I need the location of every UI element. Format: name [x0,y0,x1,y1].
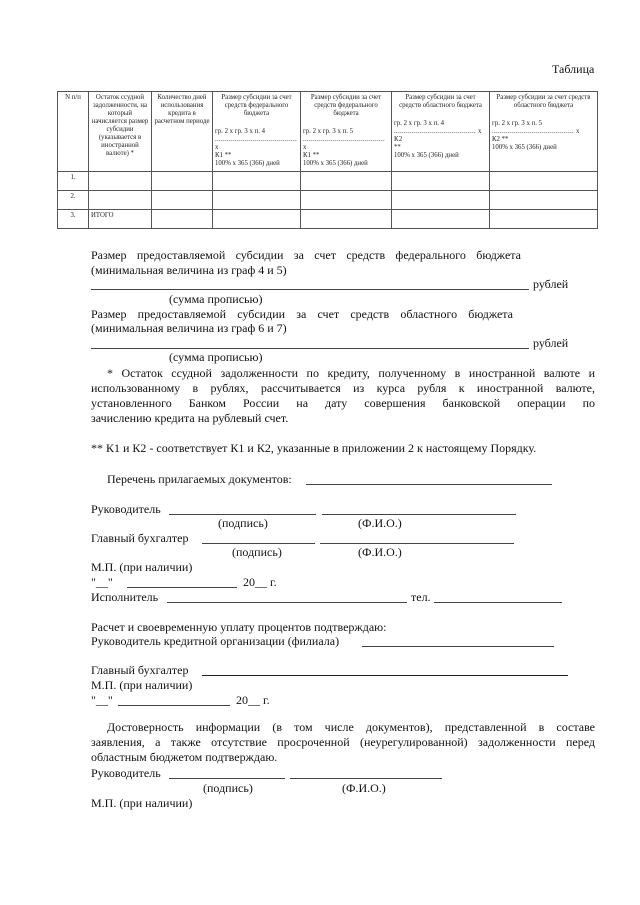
table-caption: Таблица [552,62,595,76]
table-header-row [58,92,598,172]
table-cell [490,172,598,191]
chief-accountant-label: Главный бухгалтер [91,663,189,677]
table-cell [490,210,598,229]
table-cell [392,172,490,191]
table-cell [152,172,213,191]
table-cell [213,191,301,210]
fed-amount-field[interactable] [91,277,529,290]
fed-subsidy-text: Размер предоставляемой субсидии за счет средств федерального бюджета [91,248,521,262]
phone-label: тел. [411,590,431,604]
footnote-1: * Остаток ссудной задолженности по кредиту, полученному в иностранной валюте и [107,366,595,380]
seal-note: М.П. (при наличии) [91,678,193,692]
table-cell [213,210,301,229]
fed-subsidy-note: (минимальная величина из граф 4 и 5) [91,263,287,277]
amount-in-words-hint: (сумма прописью) [169,350,263,364]
name-hint: (Ф.И.О.) [358,545,402,559]
date-year: 20__ г. [236,693,270,707]
amount-in-words-hint: (сумма прописью) [169,292,263,306]
signature-hint: (подпись) [218,516,268,530]
table-row [58,172,598,191]
docs-list-field[interactable] [306,472,552,485]
bank-chief-field[interactable] [202,663,568,676]
row-num: 1. [58,172,89,191]
footnote-1: зачислению кредита на рублевый счет. [91,411,289,425]
chief-signature-field[interactable] [202,531,315,544]
rubles-label: рублей [533,336,569,350]
docs-list-label: Перечень прилагаемых документов: [107,472,292,486]
reg-amount-field[interactable] [91,336,529,349]
reg-subsidy-text: Размер предоставляемой субсидии за счет средств областного бюджета [91,307,513,321]
date-month-field[interactable] [127,575,237,588]
header-balance: Остаток ссудной задолженности, на который начисляется размер субсидии (указывается в иностранной валюте) * [89,92,152,172]
footnote-1: установленного Банком России на дату совершения банковской операции по [91,396,595,410]
row-label [89,172,152,191]
footnote-2: ** К1 и К2 - соответствует К1 и К2, указанные в приложении 2 к настоящему Порядку. [91,441,537,455]
payment-confirmation: Расчет и своевременную уплату процентов подтверждаю: [91,620,387,634]
executor-label: Исполнитель [91,590,159,604]
header-fed-subsidy-2: Размер субсидии за счет средств федерального бюджета гр. 2 x гр. 3 x п. 5 ......................................... x К1 ** 100% x 365 (366) дней [301,92,392,172]
subsidy-table [57,91,598,229]
date-month-field[interactable] [118,693,230,706]
table-cell [301,210,392,229]
table-cell [213,172,301,191]
bank-head-label: Руководитель кредитной организации (филиала) [91,634,340,648]
table-cell [392,210,490,229]
row-num: 2. [58,191,89,210]
phone-field[interactable] [434,590,562,603]
reliability-statement: областным бюджетом подтверждаю. [91,750,278,764]
seal-note: М.П. (при наличии) [91,796,193,810]
table-row-total [58,210,598,229]
footnote-1: использованному в рублях, рассчитывается из курса рубля к иностранной валюте, [91,381,595,395]
table-cell [152,191,213,210]
header-days: Количество дней использования кредита в расчетном периоде [152,92,213,172]
reliability-statement: заявления, а также отсутствие просроченной (неурегулированной) задолженности перед [91,735,595,749]
header-num: N п/п [58,92,89,172]
table-cell [301,172,392,191]
rubles-label: рублей [533,277,569,291]
head-name-field[interactable] [322,502,516,515]
header-reg-subsidy-1: Размер субсидии за счет средств областного бюджета гр. 2 x гр. 3 x п. 4 ......................................... x К2 ** 100% x 365 (366) дней [392,92,490,172]
name-hint: (Ф.И.О.) [358,516,402,530]
head-name-field[interactable] [290,766,442,779]
head-signature-field[interactable] [169,502,316,515]
row-label [89,191,152,210]
table-cell [490,191,598,210]
chief-name-field[interactable] [320,531,514,544]
executor-field[interactable] [167,590,407,603]
row-label: ИТОГО [89,210,152,229]
row-num: 3. [58,210,89,229]
signature-hint: (подпись) [203,781,253,795]
chief-accountant-label: Главный бухгалтер [91,531,189,545]
reliability-statement: Достоверность информации (в том числе документов), представленной в составе [107,720,595,734]
date-day: "__" [91,693,113,707]
table-cell [152,210,213,229]
table-cell [301,191,392,210]
head-label: Руководитель [91,502,161,516]
reg-subsidy-note: (минимальная величина из граф 6 и 7) [91,321,287,335]
header-fed-subsidy-1: Размер субсидии за счет средств федерального бюджета гр. 2 x гр. 3 x п. 4 ......................................... x К1 ** 100% x 365 (366) дней [213,92,301,172]
date-year: 20__ г. [243,575,277,589]
signature-hint: (подпись) [232,545,282,559]
table-row [58,191,598,210]
bank-head-field[interactable] [362,634,554,647]
table-cell [392,191,490,210]
head-label: Руководитель [91,766,161,780]
seal-note: М.П. (при наличии) [91,560,193,574]
name-hint: (Ф.И.О.) [342,781,386,795]
date-day: "__" [91,575,113,589]
header-reg-subsidy-2: Размер субсидии за счет средств областного бюджета гр. 2 x гр. 3 x п. 5 ......................................... x К2 ** 100% x 365 (366) дней [490,92,598,172]
head-signature-field[interactable] [169,766,285,779]
